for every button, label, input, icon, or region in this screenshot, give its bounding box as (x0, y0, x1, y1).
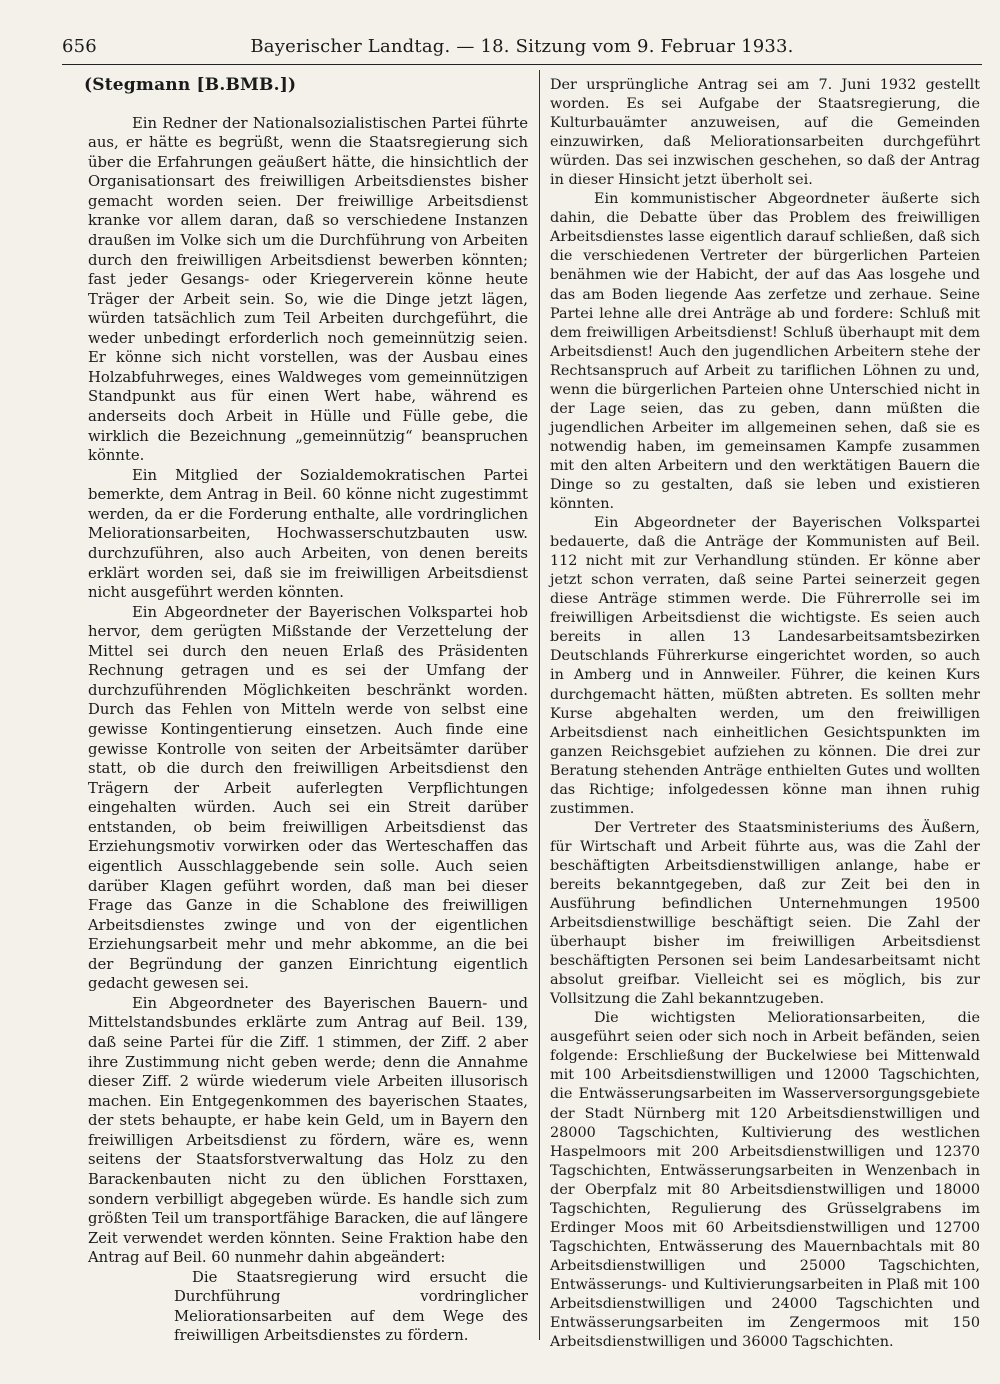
page-number: 656 (62, 36, 97, 57)
speaker-heading: (Stegmann [B.BMB.]) (84, 75, 297, 95)
paragraph: Ein Mitglied der Sozialdemokratischen Partei bemerkte, dem Antrag in Beil. 60 könne nicht zugestimmt werden, da er die Forderung enthalte, alle vordringlichen Meliorationsarbeiten, Hochwasserschutzbauten usw. durchzuführen, also auch Arbeiten, von denen bereits erklärt worden sei, daß sie im freiwilligen Arbeitsdienst nicht ausgeführt werden könnten. (88, 466, 528, 602)
paragraph: Der ursprüngliche Antrag sei am 7. Juni 1932 gestellt worden. Es sei Aufgabe der Staatsregierung, die Kulturbauämter anzuweisen, auf die Gemeinden einzuwirken, daß Meliorationsarbeiten durchgeführt würden. Das sei inzwischen geschehen, so daß der Antrag in dieser Hinsicht jetzt überholt sei. (550, 77, 980, 189)
left-column (84, 75, 528, 1346)
paragraph: Ein Abgeordneter des Bayerischen Bauern- und Mittelstandsbundes erklärte zum Antrag auf Beil. 139, daß seine Partei für die Ziff. 1 stimmen, der Ziff. 2 aber ihre Zustimmung nicht geben werde; denn die Annahme dieser Ziff. 2 würde wiederum viele Arbeiten illusorisch machen. Ein Entgegenkommen des bayerischen Staates, der stets behaupte, er habe kein Geld, um in Bayern den freiwilligen Arbeitsdienst zu fördern, wäre es, wenn seitens der Staatsforstverwaltung das Holz zu den Barackenbauten nicht zu den üblichen Forsttaxen, sondern verbilligt abgegeben würde. Es handle sich zum größten Teil um transportfähige Baracken, die auf längere Zeit verwendet werden könnten. Seine Fraktion habe den Antrag auf Beil. 60 nunmehr dahin abgeändert: (88, 994, 528, 1267)
column-divider (539, 70, 540, 1340)
header-rule (62, 64, 982, 65)
page-header-title: Bayerischer Landtag. — 18. Sitzung vom 9. Februar 1933. (250, 36, 794, 57)
paragraph: Die wichtigsten Meliorationsarbeiten, die ausgeführt seien oder sich noch in Arbeit befänden, seien folgende: Erschließung der Buckelwiese bei Mittenwald mit 100 Arbeitsdienstwilligen und 12000 Tagschichten, die Entwässerungsarbeiten im Wasserversorgungsgebiete der Stadt Nürnberg mit 120 Arbeitsdienstwilligen und 28000 Tagschichten, Kultivierung des westlichen Haspelmoors mit 200 Arbeitsdienstwilligen und 12370 Tagschichten, Entwässerungsarbeiten in Wenzenbach in der Oberpfalz mit 80 Arbeitsdienstwilligen und 18000 Tagschichten, Regulierung des Grüsselgrabens im Erdinger Moos mit 60 Arbeitsdienstwilligen und 12700 Tagschichten, Entwässerung des Mauernbachtals mit 80 Arbeitsdienstwilligen und 25000 Tagschichten, Entwässerungs- und Kultivierungsarbeiten in Plaß mit 100 Arbeitsdienstwilligen und 24000 Tagschichten und Entwässerungsarbeiten im Zengermoos mit 150 Arbeitsdienstwilligen und 36000 Tagschichten. (550, 1010, 980, 1351)
paragraph: Ein Abgeordneter der Bayerischen Volkspartei bedauerte, daß die Anträge der Kommunisten auf Beil. 112 nicht mit zur Verhandlung stünden. Er könne aber jetzt schon verraten, daß seine Partei seinerzeit gegen diese Anträge stimmen werde. Die Führerrolle sei im freiwilligen Arbeitsdienst die wichtigste. Es seien auch bereits in allen 13 Landesarbeitsamtsbezirken Deutschlands Führerkurse eingerichtet worden, so auch in Amberg und in Annweiler. Führer, die keinen Kurs durchgemacht hätten, müßten abtreten. Es sollten mehr Kurse abgehalten werden, um den freiwilligen Arbeitsdienst nach einheitlichen Gesichtspunkten im ganzen Reichsgebiet aufziehen zu können. Die drei zur Beratung stehenden Anträge enthielten Gutes und wollten das Richtige; infolgedessen könne man ihnen ruhig zustimmen. (550, 515, 980, 817)
paragraph: Ein Abgeordneter der Bayerischen Volkspartei hob hervor, dem gerügten Mißstande der Verzettelung der Mittel sei durch den neuen Erlaß des Präsidenten Rechnung getragen und es sei der Umfang der durchzuführenden Möglichkeiten beschränkt worden. Durch das Fehlen von Mitteln werde von selbst eine gewisse Kontingentierung einsetzen. Auch finde eine gewisse Kontrolle von seiten der Arbeitsämter darüber statt, ob die durch den freiwilligen Arbeitsdienst den Trägern der Arbeit auferlegten Verpflichtungen eingehalten würden. Auch sei ein Streit darüber entstanden, ob beim freiwilligen Arbeitsdienst das Erziehungsmotiv vorwirken oder das Werteschaffen das eigentlich Ausschlaggebende sein solle. Auch seien darüber Klagen geführt worden, daß man bei dieser Frage das Ganze in die Schablone des freiwilligen Arbeitsdienstes zwinge und von der eigentlichen Erziehungsarbeit mehr und mehr abkomme, an die bei der Begründung der ganzen Einrichtung eigentlich gedacht gewesen sei. (88, 603, 528, 993)
running-head (62, 36, 982, 64)
paragraph: Ein kommunistischer Abgeordneter äußerte sich dahin, die Debatte über das Problem des freiwilligen Arbeitsdienstes lasse eigentlich darauf schließen, daß sich die verschiedenen Vertreter der bürgerlichen Parteien benähmen wie der Habicht, der auf das Aas losgehe und das am Boden liegende Aas zerfetze und zerhaue. Seine Partei lehne alle drei Anträge ab und fordere: Schluß mit dem freiwilligen Arbeitsdienst! Schluß überhaupt mit dem Arbeitsdienst! Auch den jugendlichen Arbeitern stehe der Rechtsanspruch auf Arbeit zu tariflichen Löhnen zu und, wenn die bürgerlichen Parteien ohne Unterschied nicht in der Lage seien, das zu geben, dann müßten die jugendlichen Arbeiter im allgemeinen sehen, daß sie es notwendig haben, im gemeinsamen Kampfe zusammen mit den alten Arbeitern und den werktätigen Bauern die Dinge so zu gestalten, daß sie leben und existieren könnten. (550, 191, 980, 513)
paragraph: Der Vertreter des Staatsministeriums des Äußern, für Wirtschaft und Arbeit führte aus, was die Zahl der beschäftigten Arbeitsdienstwilligen anlange, habe er bereits bekanntgegeben, daß zur Zeit bei den in Ausführung befindlichen Unternehmungen 19500 Arbeitsdienstwillige beschäftigt seien. Die Zahl der überhaupt bisher im freiwilligen Arbeitsdienst beschäftigten Personen sei beim Landesarbeitsamt nicht absolut greifbar. Vielleicht sei es möglich, bis zur Vollsitzung die Zahl bekanntzugeben. (550, 819, 980, 1008)
paragraph: Ein Redner der Nationalsozialistischen Partei führte aus, er hätte es begrüßt, wenn die Staatsregierung sich über die Erfahrungen geäußert hätte, die hinsichtlich der Organisationsart des freiwilligen Arbeitsdienstes bisher gemacht worden seien. Der freiwillige Arbeitsdienst kranke vor allem daran, daß so verschiedene Instanzen draußen im Volke sich um die Durchführung von Arbeiten durch den freiwilligen Arbeitsdienst bewerben könnten; fast jeder Gesangs- oder Kriegerverein könne heute Träger der Arbeit sein. So, wie die Dinge jetzt lägen, würden tatsächlich zum Teil Arbeiten durchgeführt, die weder unbedingt erforderlich noch gemeinnützig seien. Er könne sich nicht vorstellen, was der Ausbau eines Holzabfuhrweges, eines Waldweges vom gemeinnützigen Standpunkt aus für einen Wert habe, während es anderseits doch Arbeit in Hülle und Fülle gebe, die wirklich die Bezeichnung „gemeinnützig“ beanspruchen könnte. (88, 114, 528, 465)
right-column (550, 76, 980, 1352)
motion-quote: Die Staatsregierung wird ersucht die Durchführung vordringlicher Meliorationsarbeiten auf dem Wege des freiwilligen Arbeitsdienstes zu fördern. (174, 1268, 528, 1345)
